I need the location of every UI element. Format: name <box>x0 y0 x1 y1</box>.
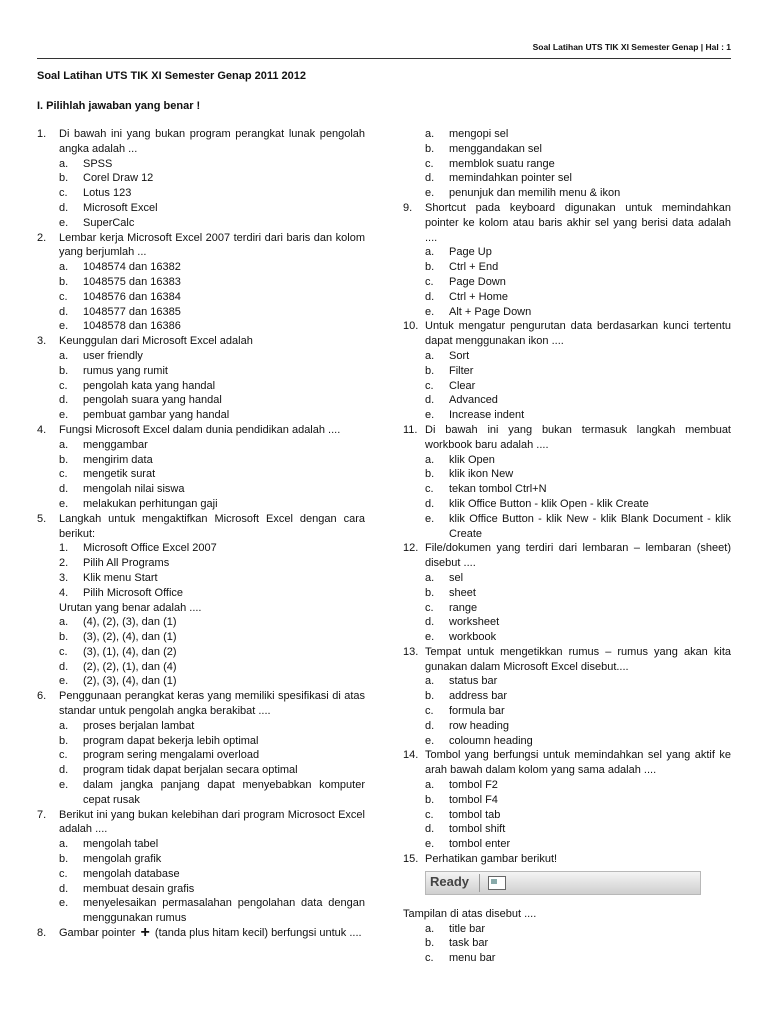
answer-option <box>403 260 731 275</box>
option-text: menu bar <box>449 952 496 965</box>
question-15 <box>403 852 731 867</box>
option-letter: b. <box>59 275 69 288</box>
answer-option <box>403 482 731 497</box>
question-text: Keunggulan dari Microsoft Excel adalah <box>59 335 253 348</box>
option-text: 1048578 dan 16386 <box>83 320 181 333</box>
answer-option <box>403 571 731 586</box>
answer-option <box>37 319 365 334</box>
plus-pointer-icon: + <box>140 924 150 942</box>
option-text: pembuat gambar yang handal <box>83 409 230 422</box>
answer-option <box>37 438 365 453</box>
option-letter: d. <box>425 290 435 303</box>
option-letter: d. <box>425 616 435 629</box>
option-text: tombol enter <box>449 838 511 851</box>
spacer <box>403 895 731 907</box>
answer-option <box>403 793 731 808</box>
question-1 <box>37 127 365 157</box>
option-text: Page Down <box>449 275 506 288</box>
option-letter: e. <box>59 497 69 510</box>
question-8 <box>37 926 365 941</box>
answer-option <box>37 171 365 186</box>
option-text: Increase indent <box>449 409 525 422</box>
answer-option <box>403 778 731 793</box>
option-letter: e. <box>425 838 435 851</box>
option-letter: a. <box>425 675 435 688</box>
answer-option <box>403 936 731 951</box>
document-title: Soal Latihan UTS TIK XI Semester Genap 2011 2012 <box>37 70 307 82</box>
option-text: (3), (2), (4), dan (1) <box>83 631 177 644</box>
question-text: Di bawah ini yang bukan program perangkat lunak pengolah angka adalah ... <box>59 128 365 155</box>
option-letter: d. <box>425 719 435 732</box>
option-text: klik Open <box>449 453 495 466</box>
answer-option <box>37 157 365 172</box>
question-6 <box>37 689 365 719</box>
question-14 <box>403 748 731 778</box>
option-text: mengolah database <box>83 867 180 880</box>
option-letter: b. <box>59 364 69 377</box>
answer-option <box>403 453 731 468</box>
option-text: title bar <box>449 922 486 935</box>
answer-option <box>403 245 731 260</box>
option-letter: c. <box>59 867 68 880</box>
option-letter: a. <box>425 453 435 466</box>
option-text: program tidak dapat berjalan secara optimal <box>83 764 298 777</box>
step-text: Microsoft Office Excel 2007 <box>83 542 217 555</box>
option-letter: b. <box>59 631 69 644</box>
option-letter: d. <box>59 394 69 407</box>
answer-option <box>403 922 731 937</box>
answer-option <box>37 660 365 675</box>
question-number: 1. <box>37 128 47 140</box>
option-text: proses berjalan lambat <box>83 719 195 732</box>
answer-option <box>37 482 365 497</box>
option-text: Page Up <box>449 246 492 259</box>
step-item <box>37 541 365 556</box>
question-number: 14. <box>403 749 419 762</box>
step-text: Pilih All Programs <box>83 557 170 570</box>
option-letter: d. <box>425 394 435 407</box>
answer-option <box>37 453 365 468</box>
option-letter: c. <box>59 749 68 762</box>
question-number: 12. <box>403 542 419 555</box>
option-text: penunjuk dan memilih menu & ikon <box>449 187 621 200</box>
question-12 <box>403 541 731 571</box>
option-text: menyelesaikan permasalahan pengolahan data dengan menggunakan rumus <box>83 897 365 925</box>
answer-option <box>403 305 731 320</box>
question-text: Tempat untuk mengetikkan rumus – rumus yang akan kita gunakan dalam Microsoft Excel disebut.... <box>425 645 731 673</box>
answer-option <box>403 689 731 704</box>
option-letter: e. <box>59 216 69 229</box>
answer-option <box>403 719 731 734</box>
answer-option <box>403 497 731 512</box>
answer-option <box>37 674 365 689</box>
option-letter: a. <box>425 128 435 140</box>
option-text: Ctrl + End <box>449 261 499 274</box>
option-text: sheet <box>449 586 476 599</box>
option-text: program dapat bekerja lebih optimal <box>83 734 259 747</box>
question-text: Penggunaan perangkat keras yang memiliki spesifikasi di atas standar untuk pengolah angka berakibat .... <box>59 690 365 718</box>
option-text: melakukan perhitungan gaji <box>83 497 218 510</box>
option-letter: b. <box>59 734 69 747</box>
question-number: 9. <box>403 201 413 214</box>
option-text: address bar <box>449 690 508 703</box>
option-letter: c. <box>425 808 434 821</box>
step-item <box>37 571 365 586</box>
option-letter: a. <box>425 349 435 362</box>
answer-option <box>403 512 731 542</box>
option-letter: e. <box>425 409 435 422</box>
option-letter: c. <box>425 705 434 718</box>
option-text: menggandakan sel <box>449 142 542 155</box>
option-text: (3), (1), (4), dan (2) <box>83 645 177 658</box>
answer-option <box>37 467 365 482</box>
answer-option <box>37 305 365 320</box>
option-text: user friendly <box>83 349 143 362</box>
answer-option <box>403 127 731 142</box>
option-letter: b. <box>425 793 435 806</box>
option-text: sel <box>449 571 464 584</box>
option-letter: e. <box>425 734 435 747</box>
option-letter: a. <box>425 779 435 792</box>
step-text: Klik menu Start <box>83 571 158 584</box>
option-letter: e. <box>59 320 69 333</box>
step-text: Pilih Microsoft Office <box>83 586 184 599</box>
option-letter: b. <box>59 853 69 866</box>
question-number: 7. <box>37 808 47 821</box>
option-letter: c. <box>59 290 68 303</box>
question-text <box>59 926 365 941</box>
option-text: tombol shift <box>449 823 506 836</box>
answer-option <box>37 275 365 290</box>
option-letter: b. <box>425 364 435 377</box>
excel-status-bar <box>425 871 701 895</box>
option-letter: d. <box>59 483 69 496</box>
step-item <box>37 556 365 571</box>
left-column <box>37 127 365 941</box>
option-letter: d. <box>425 823 435 836</box>
option-letter: a. <box>59 616 69 629</box>
option-letter: a. <box>425 922 435 935</box>
option-text: task bar <box>449 937 489 950</box>
answer-option <box>403 349 731 364</box>
answer-option <box>37 186 365 201</box>
option-text: Lotus 123 <box>83 187 132 200</box>
option-letter: e. <box>59 409 69 422</box>
option-letter: c. <box>425 601 434 614</box>
answer-option <box>403 808 731 823</box>
question-number: 6. <box>37 690 47 703</box>
answer-option <box>37 364 365 379</box>
option-text: Microsoft Excel <box>83 201 158 214</box>
option-text: (4), (2), (3), dan (1) <box>83 616 177 629</box>
option-letter: c. <box>59 645 68 658</box>
answer-option <box>37 349 365 364</box>
question-text: Lembar kerja Microsoft Excel 2007 terdiri dari baris dan kolom yang berjumlah ... <box>59 231 365 259</box>
question-text: Perhatikan gambar berikut! <box>425 853 558 866</box>
question-number: 8. <box>37 927 47 940</box>
option-text: menggambar <box>83 438 148 451</box>
option-text: (2), (2), (1), dan (4) <box>83 660 177 673</box>
question-number: 2. <box>37 231 47 244</box>
option-letter: b. <box>425 586 435 599</box>
option-text: klik Office Button - klik New - klik Blank Document - klik Create <box>449 512 731 540</box>
answer-option <box>37 852 365 867</box>
option-text: program sering mengalami overload <box>83 749 260 762</box>
question-number: 4. <box>37 423 47 436</box>
option-text: worksheet <box>449 616 500 629</box>
option-text: rumus yang rumit <box>83 364 168 377</box>
answer-option <box>37 867 365 882</box>
step-item <box>37 586 365 601</box>
answer-option <box>37 748 365 763</box>
answer-option <box>403 379 731 394</box>
answer-option <box>403 393 731 408</box>
option-text: SPSS <box>83 157 113 170</box>
answer-option <box>37 393 365 408</box>
option-text: 1048576 dan 16384 <box>83 290 181 303</box>
question-11 <box>403 423 731 453</box>
option-text: SuperCalc <box>83 216 135 229</box>
option-text: mengetik surat <box>83 468 156 481</box>
status-divider <box>479 874 480 892</box>
answer-option <box>403 290 731 305</box>
option-text: status bar <box>449 675 498 688</box>
answer-option <box>403 171 731 186</box>
option-letter: e. <box>59 779 69 792</box>
step-number: 4. <box>59 586 69 599</box>
question-text-before: Gambar pointer <box>59 927 136 940</box>
option-text: 1048574 dan 16382 <box>83 261 181 274</box>
question-text: Di bawah ini yang bukan termasuk langkah membuat workbook baru adalah .... <box>425 423 731 451</box>
answer-option <box>403 142 731 157</box>
question-text: Untuk mengatur pengurutan data berdasarkan kunci tertentu dapat menggunakan ikon .... <box>425 320 731 348</box>
option-letter: b. <box>59 453 69 466</box>
answer-option <box>37 260 365 275</box>
step-number: 3. <box>59 571 69 584</box>
option-text: Corel Draw 12 <box>83 172 154 185</box>
option-letter: c. <box>425 379 434 392</box>
answer-option <box>37 216 365 231</box>
question-text: Fungsi Microsoft Excel dalam dunia pendidikan adalah .... <box>59 423 341 436</box>
right-column <box>403 127 731 966</box>
option-text: membuat desain grafis <box>83 882 195 895</box>
question-number: 3. <box>37 335 47 348</box>
section-title: I. Pilihlah jawaban yang benar ! <box>37 100 201 112</box>
option-text: Clear <box>449 379 476 392</box>
question-number: 11. <box>403 423 418 436</box>
option-letter: e. <box>425 631 435 644</box>
option-text: Advanced <box>449 394 498 407</box>
option-letter: e. <box>425 512 435 525</box>
option-letter: c. <box>425 157 434 170</box>
question-5 <box>37 512 365 542</box>
answer-option <box>403 615 731 630</box>
option-letter: d. <box>425 497 435 510</box>
answer-option <box>37 408 365 423</box>
answer-option <box>37 615 365 630</box>
option-text: 1048577 dan 16385 <box>83 305 181 318</box>
question-number: 15. <box>403 853 419 866</box>
question-3 <box>37 334 365 349</box>
question-text: Shortcut pada keyboard digunakan untuk memindahkan pointer ke kolom atau baris akhir sel yang berisi data adalah .... <box>425 201 731 244</box>
answer-option <box>403 467 731 482</box>
option-text: memblok suatu range <box>449 157 555 170</box>
option-letter: d. <box>425 172 435 185</box>
answer-option <box>37 763 365 778</box>
answer-option <box>403 630 731 645</box>
option-letter: a. <box>59 157 69 170</box>
option-letter: e. <box>59 897 69 910</box>
option-letter: a. <box>59 349 69 362</box>
question-note: Tampilan di atas disebut .... <box>403 907 537 920</box>
option-letter: b. <box>425 142 435 155</box>
option-letter: b. <box>425 261 435 274</box>
question-7 <box>37 808 365 838</box>
option-letter: a. <box>425 571 435 584</box>
header-divider <box>37 58 731 59</box>
option-letter: a. <box>59 838 69 851</box>
question-9 <box>403 201 731 245</box>
question-2 <box>37 231 365 261</box>
option-letter: a. <box>59 719 69 732</box>
status-ready-label: Ready <box>430 873 470 889</box>
option-text: mengolah tabel <box>83 838 159 851</box>
page-header: Soal Latihan UTS TIK XI Semester Genap | Hal : 1 <box>532 42 731 52</box>
option-text: memindahkan pointer sel <box>449 172 572 185</box>
answer-option <box>37 645 365 660</box>
option-text: mengolah grafik <box>83 853 162 866</box>
step-number: 1. <box>59 542 69 555</box>
option-text: mengirim data <box>83 453 153 466</box>
question-number: 13. <box>403 645 419 658</box>
answer-option <box>37 734 365 749</box>
answer-option <box>37 497 365 512</box>
option-text: dalam jangka panjang dapat menyebabkan komputer cepat rusak <box>83 779 365 806</box>
answer-option <box>403 734 731 749</box>
question-text: Langkah untuk mengaktifkan Microsoft Excel dengan cara berikut: <box>59 512 365 540</box>
answer-option <box>37 201 365 216</box>
option-text: tekan tombol Ctrl+N <box>449 483 547 496</box>
question-13 <box>403 645 731 675</box>
option-letter: b. <box>425 690 435 703</box>
option-text: klik Office Button - klik Open - klik Create <box>449 497 649 510</box>
option-letter: a. <box>59 261 69 274</box>
answer-option <box>403 601 731 616</box>
option-text: row heading <box>449 719 509 732</box>
option-text: pengolah kata yang handal <box>83 379 216 392</box>
option-text: mengopi sel <box>449 128 509 140</box>
option-letter: a. <box>425 246 435 259</box>
answer-option <box>403 837 731 852</box>
option-text: tombol F4 <box>449 793 498 806</box>
option-letter: d. <box>59 882 69 895</box>
answer-option <box>37 896 365 926</box>
option-letter: c. <box>59 187 68 200</box>
option-letter: c. <box>425 483 434 496</box>
option-text: klik ikon New <box>449 468 514 481</box>
option-letter: b. <box>425 468 435 481</box>
option-text: 1048575 dan 16383 <box>83 275 181 288</box>
answer-option <box>403 951 731 966</box>
option-text: Ctrl + Home <box>449 290 508 303</box>
answer-option <box>403 822 731 837</box>
option-letter: c. <box>59 379 68 392</box>
answer-option <box>403 157 731 172</box>
option-letter: e. <box>425 187 435 200</box>
option-text: Alt + Page Down <box>449 305 532 318</box>
answer-option <box>403 186 731 201</box>
answer-option <box>37 837 365 852</box>
option-letter: b. <box>59 172 69 185</box>
answer-option <box>403 704 731 719</box>
option-text: (2), (3), (4), dan (1) <box>83 675 177 688</box>
option-text: formula bar <box>449 705 505 718</box>
step-number: 2. <box>59 557 69 570</box>
option-text: pengolah suara yang handal <box>83 394 222 407</box>
option-text: workbook <box>449 631 497 644</box>
answer-option <box>37 379 365 394</box>
option-letter: d. <box>59 660 69 673</box>
answer-option <box>37 290 365 305</box>
answer-option <box>37 719 365 734</box>
option-text: mengolah nilai siswa <box>83 483 185 496</box>
option-letter: b. <box>425 937 435 950</box>
answer-option <box>403 364 731 379</box>
question-note: Urutan yang benar adalah .... <box>59 601 202 614</box>
answer-option <box>37 630 365 645</box>
question-number: 5. <box>37 512 47 525</box>
question-4 <box>37 423 365 438</box>
answer-option <box>37 882 365 897</box>
answer-option <box>37 778 365 808</box>
option-letter: e. <box>425 305 435 318</box>
option-letter: c. <box>425 275 434 288</box>
option-letter: d. <box>59 764 69 777</box>
option-text: Sort <box>449 349 470 362</box>
question-text: File/dokumen yang terdiri dari lembaran – lembaran (sheet) disebut .... <box>425 542 731 570</box>
option-text: range <box>449 601 478 614</box>
answer-option <box>403 586 731 601</box>
option-letter: c. <box>425 952 434 965</box>
question-text-after: (tanda plus hitam kecil) berfungsi untuk .... <box>154 927 362 940</box>
option-letter: e. <box>59 675 69 688</box>
option-text: tombol F2 <box>449 779 498 792</box>
option-text: tombol tab <box>449 808 501 821</box>
option-letter: c. <box>59 468 68 481</box>
question-text: Tombol yang berfungsi untuk memindahkan sel yang aktif ke arah bawah dalam kolom yang sama adalah .... <box>425 749 731 777</box>
option-letter: d. <box>59 305 69 318</box>
question-number: 10. <box>403 320 419 333</box>
option-letter: d. <box>59 201 69 214</box>
option-text: coloumn heading <box>449 734 533 747</box>
answer-option <box>403 674 731 689</box>
question-text: Berikut ini yang bukan kelebihan dari program Microsoct Excel adalah .... <box>59 808 365 836</box>
option-text: Filter <box>449 364 474 377</box>
macro-record-icon <box>488 876 506 890</box>
question-10 <box>403 319 731 349</box>
option-letter: a. <box>59 438 69 451</box>
answer-option <box>403 408 731 423</box>
answer-option <box>403 275 731 290</box>
